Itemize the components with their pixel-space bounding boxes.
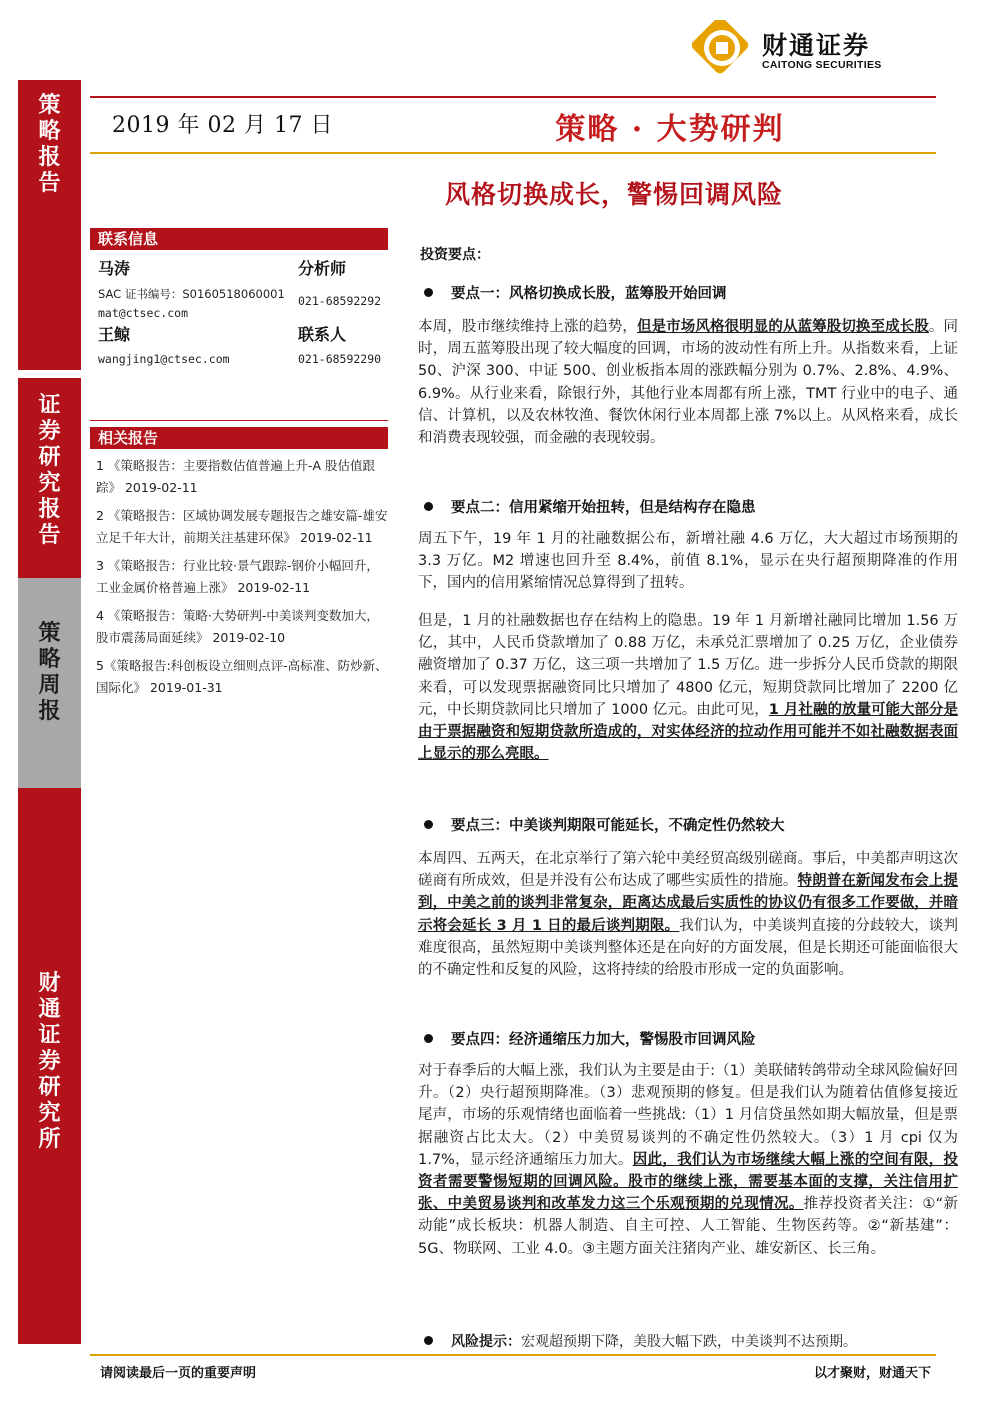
paragraph-4 [418,848,958,981]
related-report-item[interactable]: 1 《策略报告：主要指数估值普遍上升-A 股估值跟踪》 2019-02-11 [96,458,375,495]
person1-cert: SAC 证书编号：S0160518060001 [98,287,285,301]
band-text-institute [18,970,81,1152]
para-emphasis: 因此，我们认为市场继续大幅上涨的空间有限，投资者需要警惕短期的回调风险。股市的继续上涨，需要基本面的支撑，关注信用扩张、中美贸易谈判和改革发力这三个乐观预期的兑现情况。 [418,1151,959,1213]
bullet-icon [424,288,433,297]
band-label: 财通证券研究所 [38,970,61,1152]
person1-name: 马涛 [98,259,131,278]
invest-points-label: 投资要点： [420,247,490,263]
paragraph-2 [418,528,958,595]
header-rule [90,96,936,98]
key-point-4 [424,1028,756,1049]
page-title: 风格切换成长，警惕回调风险 [445,180,784,209]
footer-slogan: 以才聚财，财通天下 [813,1366,931,1381]
para-emphasis: 特朗普在新闻发布会上提到，中美之前的谈判非常复杂，距离达成最后实质性的协议仍有很多工作要做，并暗示将会延长 3 月 1 日的最后谈判期限。 [418,873,959,934]
section-title: 策略 · 大势研判 [555,112,785,147]
paragraph-5 [418,1060,958,1260]
related-report-item[interactable]: 5《策略报告:科创板设立细则点评-高标准、防炒新、国际化》 2019-01-31 [96,658,388,695]
key-point-1 [424,282,727,303]
bullet-icon [424,1336,433,1345]
person1-role: 分析师 [298,259,347,278]
left-band-strategy [18,80,81,370]
footer-disclaimer: 请阅读最后一页的重要声明 [100,1366,257,1381]
band-text-strategy-report [18,92,81,196]
header-gold-rule [90,152,936,154]
para-text: 本周，股市继续维持上涨的趋势， [418,319,637,335]
band-text-securities-report [18,392,81,548]
left-band-weekly [18,578,81,788]
band-label: 策略报告 [38,92,61,196]
risk-label: 风险提示： [451,1334,521,1350]
left-band-research [18,378,81,578]
person1-phone: 021-68592292 [298,294,382,308]
bullet-icon [424,502,433,511]
related-report-item[interactable]: 4 《策略报告：策略·大势研判-中美谈判变数加大，股市震荡局面延续》 2019-02-10 [96,608,379,645]
left-band-institute [18,788,81,1344]
para-text: 。同时，周五蓝筹股出现了较大幅度的回调，市场的波动性有所上升。从指数来看，上证 50、沪深 300、中证 500、创业板指本周的涨跌幅分别为 0.7%、2.8%、4.9%、6.9%。从行业来看，除银行外，其他行业本周都有所上涨，TMT 行业中的电子、通信、计算机，以及农林牧渔、餐饮休闲行业本周都上涨 7%以上。从风格来看，成长和消费表现较强，而金融的表现较弱。 [418,319,959,447]
para-emphasis: 但是市场风格很明显的从蓝筹股切换至成长股 [636,319,929,335]
footer-rule [90,1354,936,1356]
para-text: 周五下午，19 年 1 月的社融数据公布，新增社融 4.6 万亿，大大超过市场预期的 3.3 万亿。M2 增速也回升至 8.4%，前值 8.1%，显示在央行超预期降准的作用下，国内的信用紧缩情况总算得到了扭转。 [418,531,958,592]
related-report-list [96,455,388,699]
para-text: 对于春季后的大幅上涨，我们认为主要是由于:（1）美联储转鸽带动全球风险偏好回升。（2）央行超预期降准。（3）悲观预期的修复。但是我们认为随着估值修复接近尾声，市场的乐观情绪也面临着一些挑战:（1）1 月信贷虽然如期大幅放量，但是票据融资占比太大。（2）中美贸易谈判的不确定性仍然较大。（3）1 月 cpi 仅为 1.7%，显示经济通缩压力加大。 [418,1063,958,1168]
key-point-text: 要点四：经济通缩压力加大，警惕股市回调风险 [451,1032,756,1048]
contact-divider [90,420,388,421]
person2-name: 王鲸 [98,325,131,344]
key-point-text: 要点三：中美谈判期限可能延长，不确定性仍然较大 [451,818,785,834]
key-point-text: 要点二：信用紧缩开始扭转，但是结构存在隐患 [451,500,756,516]
related-report-item[interactable]: 2 《策略报告：区域协调发展专题报告之雄安篇-雄安立足千年大计，前期关注基建环保》 2019-02-11 [96,508,388,545]
report-date: 2019 年 02 月 17 日 [112,113,333,138]
para-text: 但是，1 月的社融数据也存在结构上的隐患。19 年 1 月新增社融同比增加 1.56 万亿，其中，人民币贷款增加了 0.88 万亿，未承兑汇票增加了 0.25 万亿，企业债券融资增加了 0.37 万亿，这三项一共增加了 1.5 万亿。进一步拆分人民币贷款的期限来看，可以发现票据融资同比只增加了 4800 亿元，短期贷款同比增加了 2200 亿元，中长期贷款同比只增加了 1000 亿元。由此可见， [418,613,958,718]
paragraph-1 [418,316,958,449]
risk-warning [424,1331,857,1351]
contact-heading: 联系信息 [90,228,388,250]
band-label: 证券研究报告 [38,392,61,548]
company-logo [692,20,922,76]
band-text-weekly [18,620,81,724]
para-text: 推荐投资者关注：①“新动能”成长板块：机器人制造、自主可控、人工智能、生物医药等。②“新基建”：5G、物联网、工业 4.0。③主题方面关注猪肉产业、雄安新区、长三角。 [418,1196,958,1257]
risk-text: 宏观超预期下降，美股大幅下跌，中美谈判不达预期。 [521,1334,857,1350]
person1-email[interactable]: mat@ctsec.com [98,306,189,320]
para-text: 我们认为，中美谈判直接的分歧较大，谈判难度很高，虽然短期中美谈判整体还是在向好的方面发展，但是长期还可能面临很大的不确定性和反复的风险，这将持续的给股市形成一定的负面影响。 [418,917,959,979]
band-label: 策略周报 [38,620,61,724]
bullet-icon [424,1034,433,1043]
para-emphasis: 1 月社融的放量可能大部分是由于票据融资和短期贷款所造成的，对实体经济的拉动作用可能并不如社融数据表面上显示的那么亮眼。 [418,701,958,763]
person2-phone: 021-68592290 [298,352,382,366]
bullet-icon [424,820,433,829]
logo-name-en: CAITONG SECURITIES [762,59,882,71]
caitong-logo-icon [692,20,754,76]
para-text: 本周四、五两天，在北京举行了第六轮中美经贸高级别磋商。事后，中美都声明这次磋商有所成效，但是并没有公布达成了哪些实质性的措施。 [418,851,958,890]
related-report-item[interactable]: 3 《策略报告：行业比较·景气跟踪-钢价小幅回升，工业金属价格普遍上涨》 2019-02-11 [96,558,379,595]
paragraph-3 [418,610,958,765]
person2-email[interactable]: wangjing1@ctsec.com [98,352,230,366]
related-heading: 相关报告 [90,427,388,449]
person2-role: 联系人 [298,325,347,344]
logo-name-cn: 财通证券 [762,31,871,60]
key-point-2 [424,496,756,517]
key-point-text: 要点一：风格切换成长股，蓝筹股开始回调 [451,286,727,302]
key-point-3 [424,814,785,835]
